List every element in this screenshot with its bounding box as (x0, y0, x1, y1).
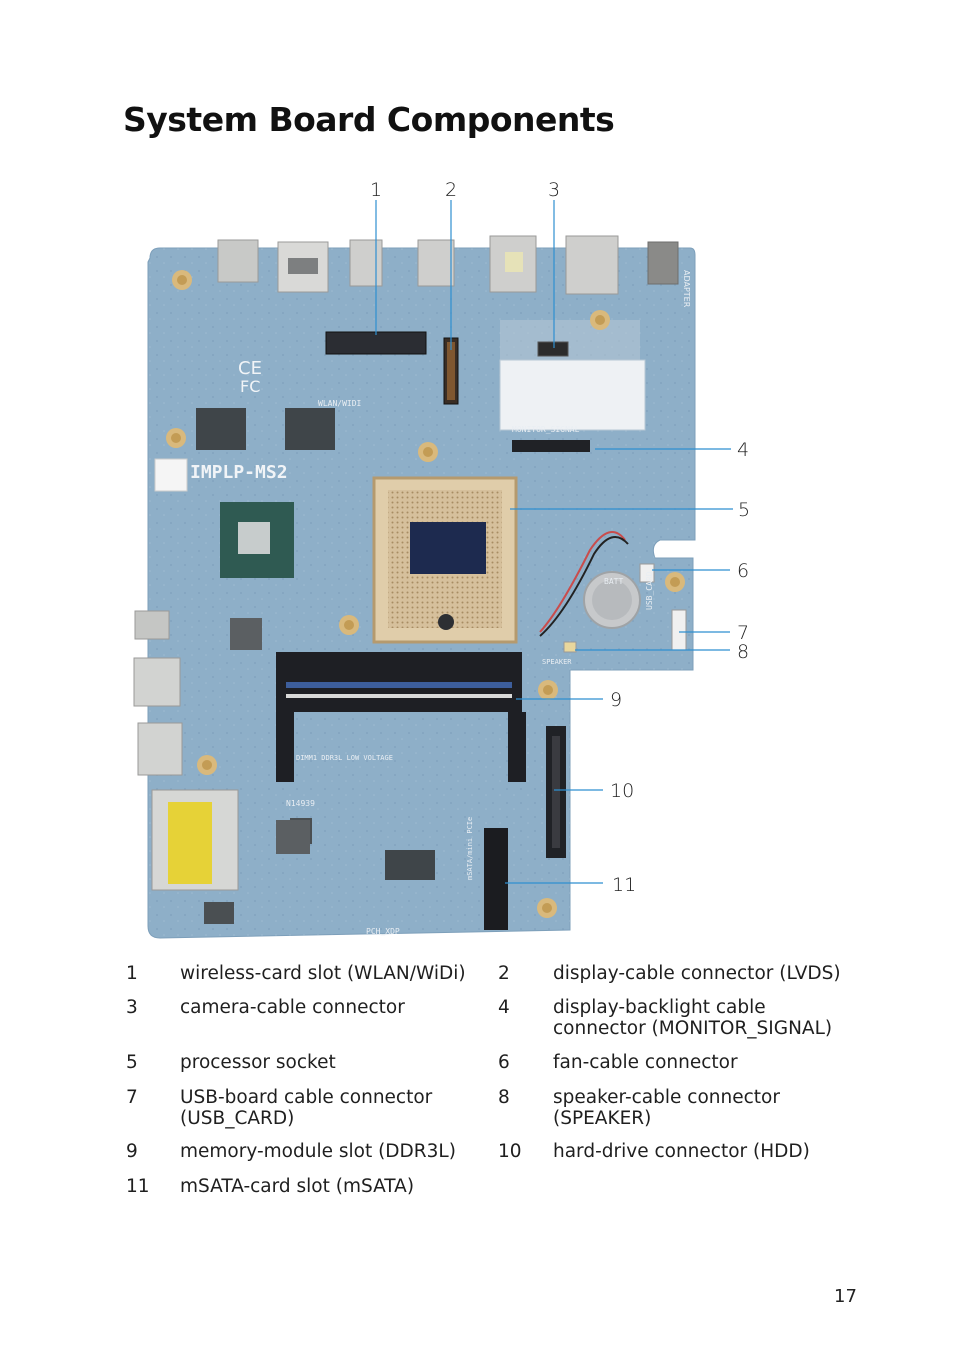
board-label-dimm: DIMM1 DDR3L LOW VOLTAGE (296, 754, 393, 762)
board-name: IMPLP-MS2 (190, 462, 288, 483)
legend-label: mSATA-card slot (mSATA) (180, 1176, 415, 1197)
left-audio (135, 611, 169, 639)
monitor-signal-connector (512, 440, 590, 452)
callout-7: 7 (737, 622, 750, 644)
legend-label: processor socket (180, 1052, 336, 1073)
legend-number: 2 (498, 963, 510, 984)
chip-4 (385, 850, 435, 880)
camera-connector (538, 342, 568, 356)
port-usb-2 (418, 240, 454, 286)
chip-5 (230, 618, 262, 650)
legend-number: 7 (126, 1087, 138, 1108)
board-label-wlan: WLAN/WIDI (318, 399, 362, 408)
port-4 (566, 236, 618, 294)
ce-mark: CE (238, 358, 262, 379)
system-board-illustration (0, 170, 954, 950)
callout-1: 1 (370, 179, 383, 201)
legend-number: 11 (126, 1176, 150, 1197)
wlan-slot (326, 332, 426, 354)
legend-label: wireless-card slot (WLAN/WiDi) (180, 963, 466, 984)
callout-10: 10 (610, 780, 635, 802)
legend-label: display-backlight cable connector (MONITOR_SIGNAL) (553, 997, 833, 1039)
legend-number: 9 (126, 1141, 138, 1162)
legend-number: 10 (498, 1141, 522, 1162)
callout-4: 4 (737, 439, 750, 461)
callout-5: 5 (738, 499, 751, 521)
left-usb-2 (138, 723, 182, 775)
left-usb-1 (134, 658, 180, 706)
page-title: System Board Components (123, 100, 615, 139)
board-cutout (500, 360, 645, 430)
callout-11: 11 (612, 874, 637, 896)
qr-label (155, 459, 187, 491)
fc-mark: FC (240, 377, 261, 396)
board-label-pch-xdp: PCH_XDP (366, 927, 400, 936)
chip-2 (285, 408, 335, 450)
usb-card-connector (672, 610, 686, 650)
board-label-speaker: SPEAKER (542, 658, 572, 666)
legend-label: speaker-cable connector (SPEAKER) (553, 1087, 780, 1129)
chip-1 (196, 408, 246, 450)
port-adapter (648, 242, 678, 284)
callout-6: 6 (737, 560, 750, 582)
legend-number: 5 (126, 1052, 138, 1073)
board-label-batt: BATT (604, 577, 624, 586)
legend-label: fan-cable connector (553, 1052, 738, 1073)
page-number: 17 (834, 1286, 857, 1307)
callout-3: 3 (548, 179, 561, 201)
legend-label: hard-drive connector (HDD) (553, 1141, 810, 1162)
legend-number: 4 (498, 997, 510, 1018)
port-1 (218, 240, 258, 282)
legend-label: display-cable connector (LVDS) (553, 963, 841, 984)
chip-7 (204, 902, 234, 924)
speaker-connector (564, 642, 576, 652)
legend-number: 6 (498, 1052, 510, 1073)
msata-slot (484, 828, 508, 930)
callout-8: 8 (737, 641, 750, 663)
system-board-figure (0, 170, 954, 950)
callout-9: 9 (610, 689, 623, 711)
legend-label: camera-cable connector (180, 997, 405, 1018)
board-label-n-code: N14939 (286, 799, 315, 808)
port-usb-1 (350, 240, 382, 286)
legend-number: 3 (126, 997, 138, 1018)
legend-label: USB-board cable connector (USB_CARD) (180, 1087, 433, 1129)
legend-number: 1 (126, 963, 138, 984)
board-label-usb-card: USB_CARD (645, 571, 654, 610)
board-label-msata: mSATA/mini PCIe (466, 816, 474, 880)
board-label-monitor-signal: MONITOR_SIGNAL (512, 425, 580, 434)
chip-6 (276, 820, 310, 854)
board-label-adapter: ADAPTER (682, 270, 691, 308)
legend-label: memory-module slot (DDR3L) (180, 1141, 456, 1162)
legend-number: 8 (498, 1087, 510, 1108)
callout-2: 2 (445, 179, 458, 201)
